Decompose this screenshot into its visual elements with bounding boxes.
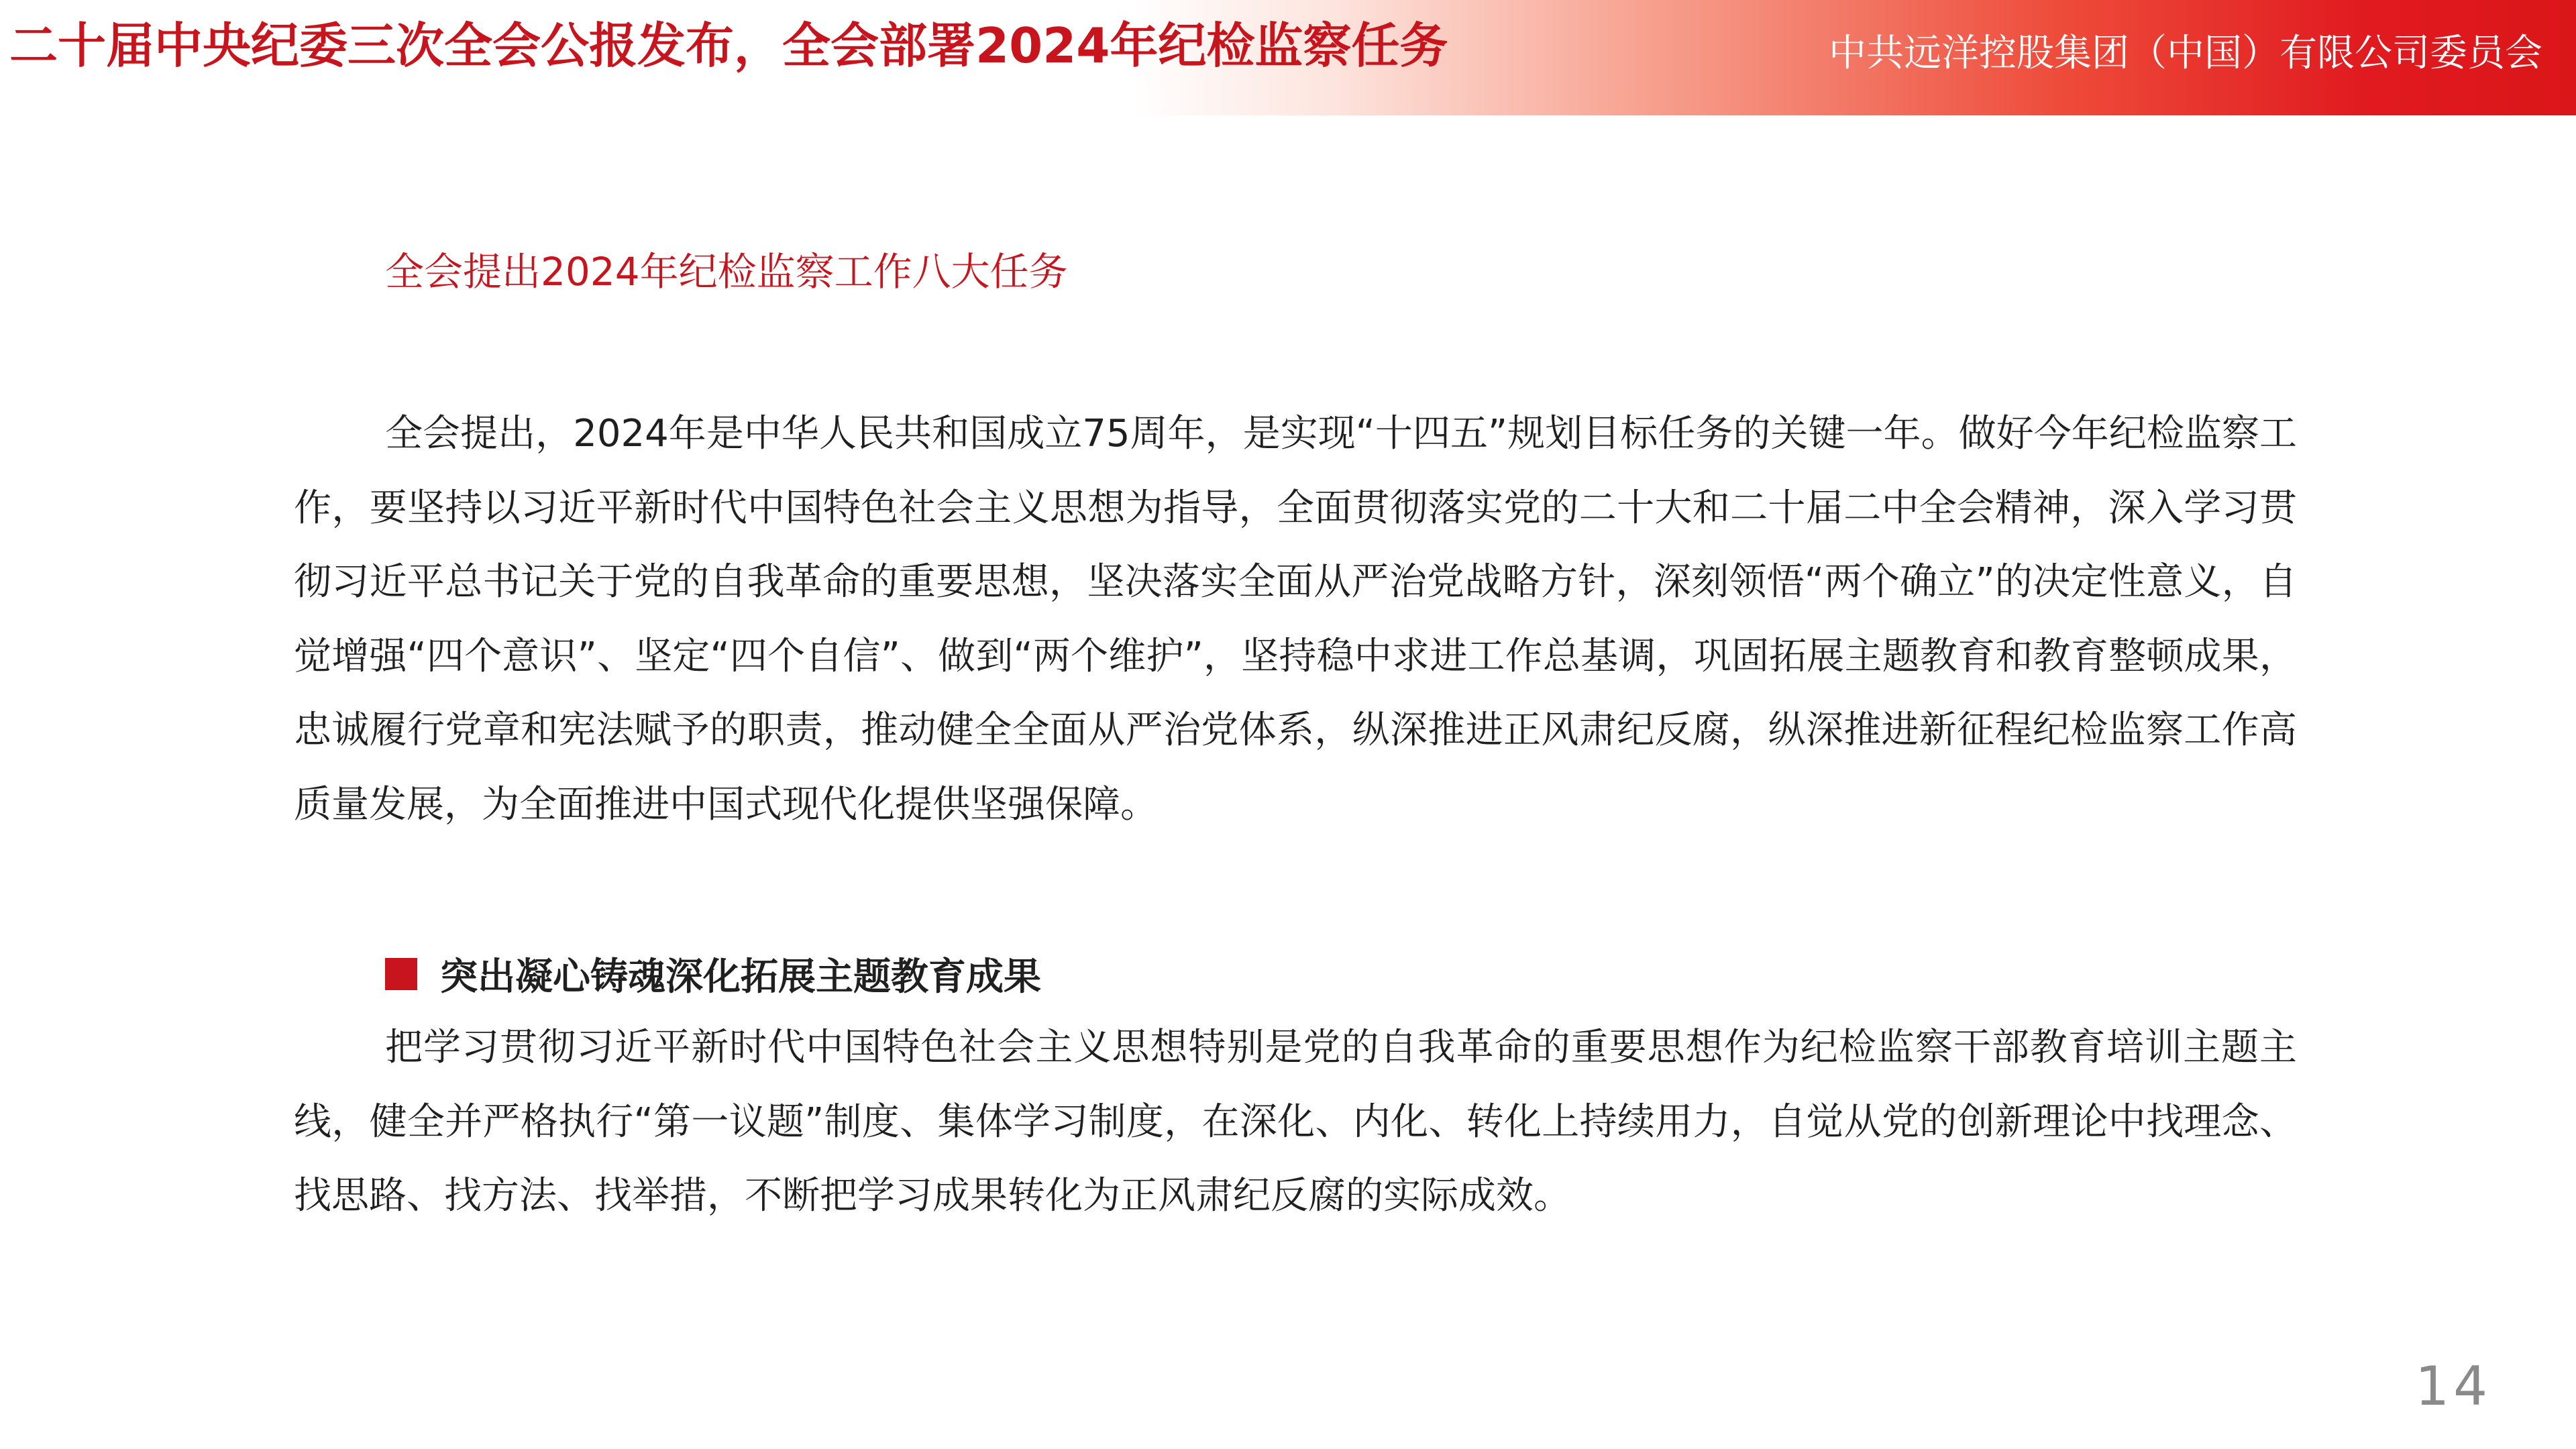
task-heading-text: 突出凝心铸魂深化拓展主题教育成果 (440, 955, 1041, 999)
task-paragraph: 把学习贯彻习近平新时代中国特色社会主义思想特别是党的自我革命的重要思想作为纪检监察干部教育培训主题主线，健全并严格执行“第一议题”制度、集体学习制度，在深化、内化、转化上持续用力，自觉从党的创新理论中找理念、找思路、找方法、找举措，不断把学习成果转化为正风肃纪反腐的实际成效。 (294, 1026, 2297, 1218)
main-content (294, 228, 2297, 1234)
square-bullet-icon (385, 958, 417, 990)
intro-paragraph: 全会提出，2024年是中华人民共和国成立75周年，是实现“十四五”规划目标任务的关键一年。做好今年纪检监察工作，要坚持以习近平新时代中国特色社会主义思想为指导，全面贯彻落实党的二十大和二十届二中全会精神，深入学习贯彻习近平总书记关于党的自我革命的重要思想，坚决落实全面从严治党战略方针，深刻领悟“两个确立”的决定性意义，自觉增强“四个意识”、坚定“四个自信”、做到“两个维护”，坚持稳中求进工作总基调，巩固拓展主题教育和教育整顿成果，忠诚履行党章和宪法赋予的职责，推动健全全面从严治党体系，纵深推进正风肃纪反腐，纵深推进新征程纪检监察工作高质量发展，为全面推进中国式现代化提供坚强保障。 (294, 412, 2297, 826)
task-heading (385, 937, 2297, 1011)
page-number: 14 (2415, 1355, 2491, 1417)
page-title: 二十届中央纪委三次全会公报发布，全会部署2024年纪检监察任务 (9, 17, 1448, 74)
section-title: 全会提出2024年纪检监察工作八大任务 (385, 249, 1068, 294)
header-bar (0, 0, 2576, 115)
organization-name: 中共远洋控股集团（中国）有限公司委员会 (1829, 32, 2542, 75)
